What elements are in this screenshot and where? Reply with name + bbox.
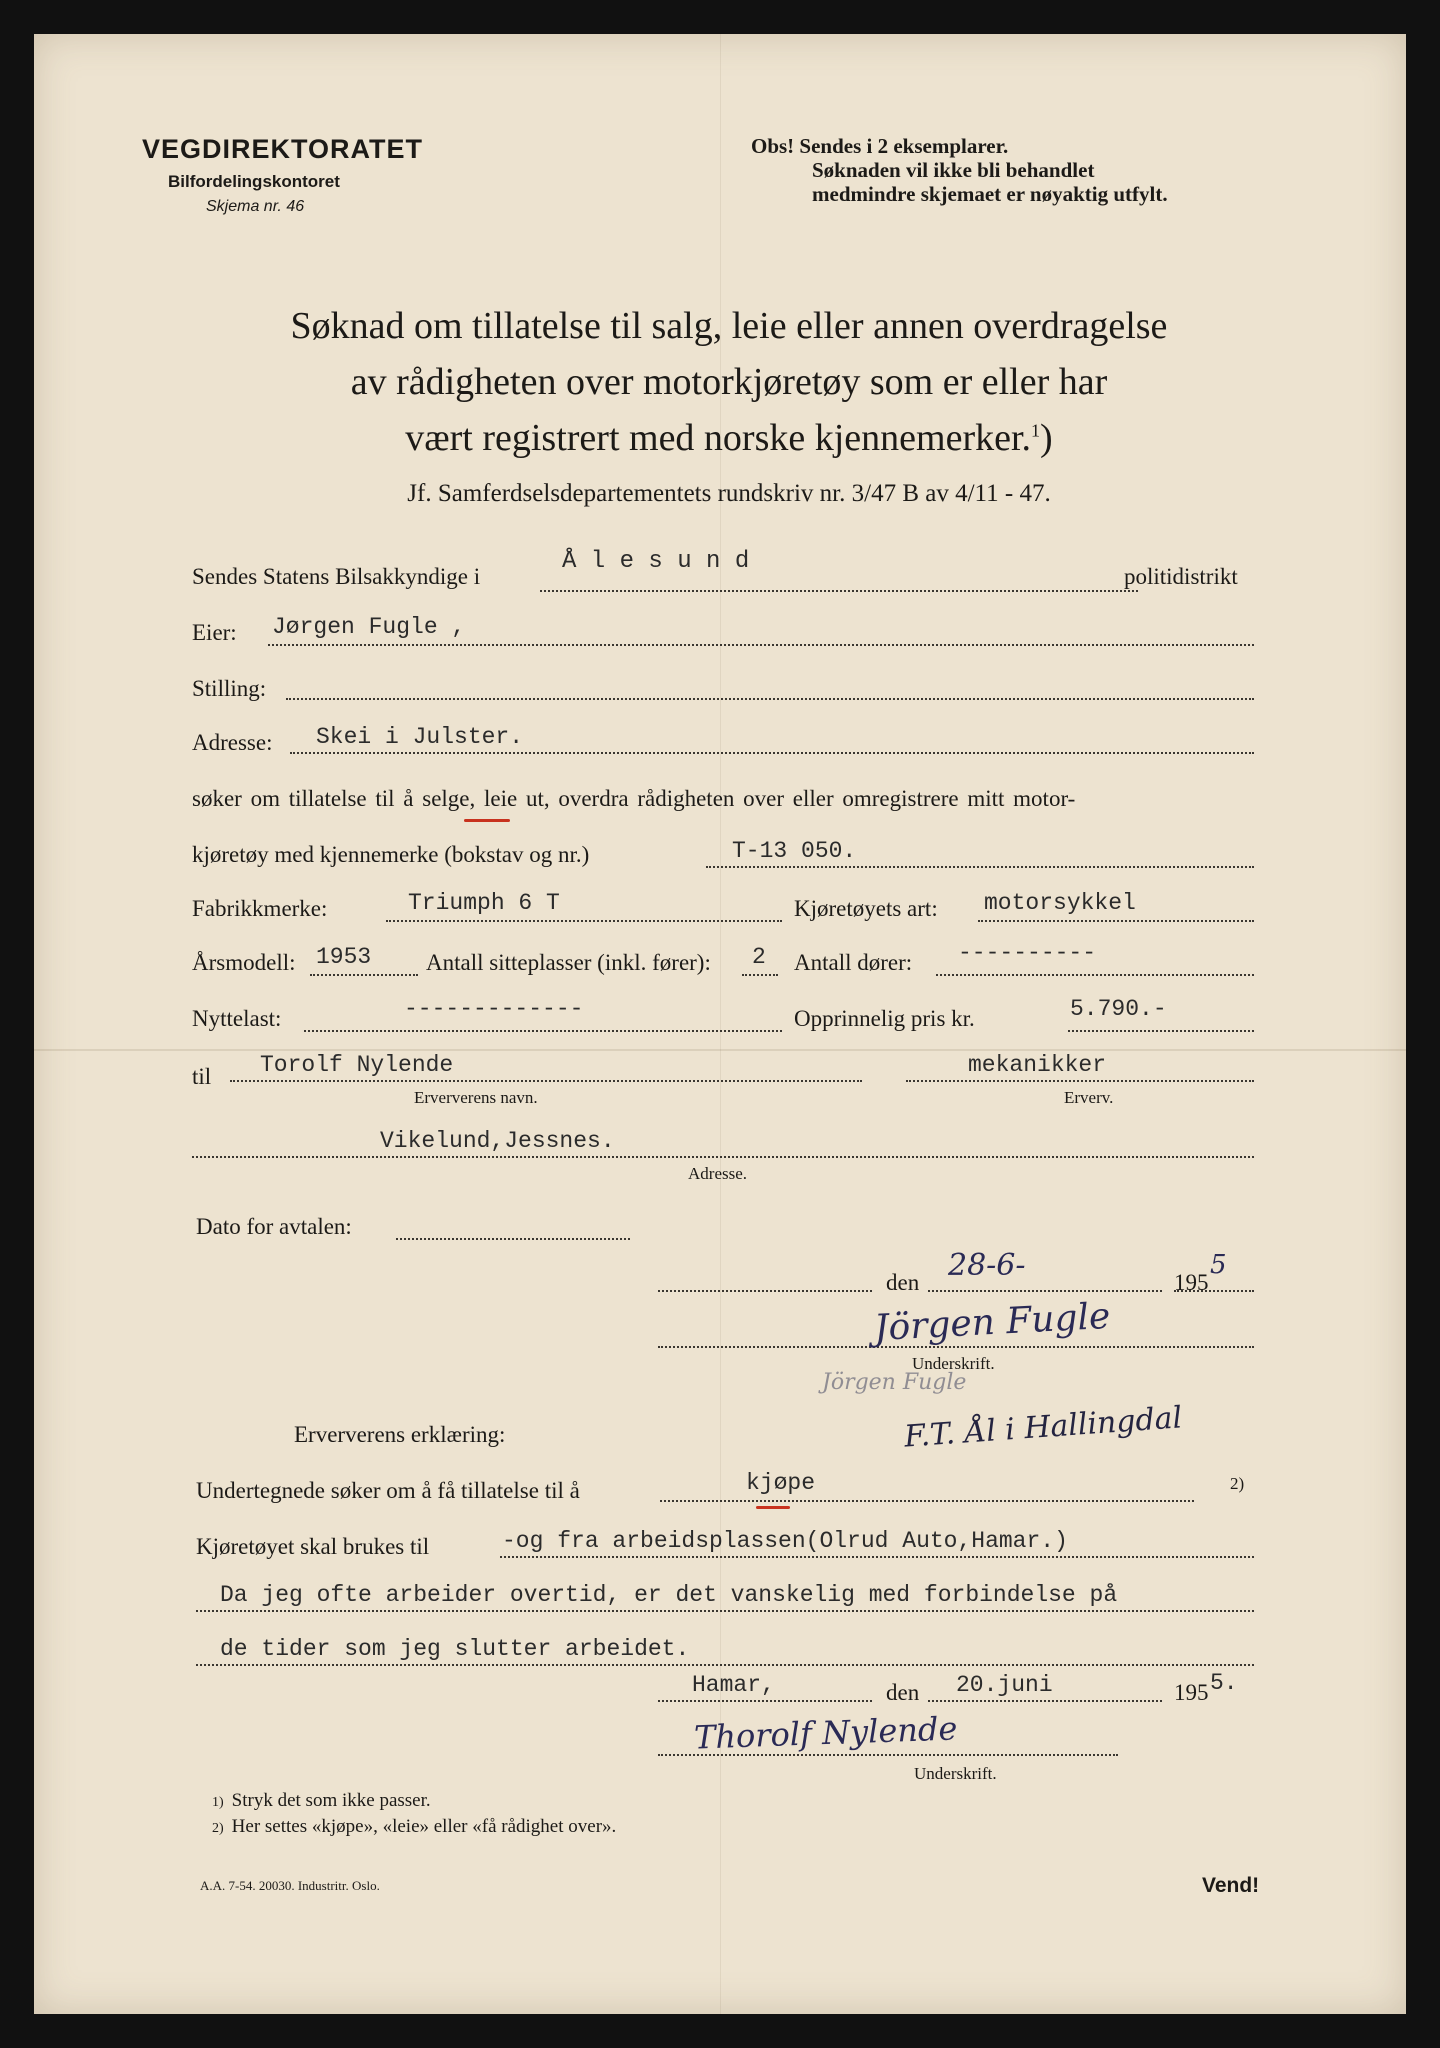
erverver-navn-caption: Erververens navn. (414, 1088, 538, 1107)
footnote-1 (212, 1790, 431, 1812)
brukes-line (500, 1556, 1254, 1558)
year-prefix-2: 195 (1174, 1680, 1209, 1705)
printer-line: A.A. 7-54. 20030. Industritr. Oslo. (200, 1878, 380, 1893)
nyttelast-label: Nyttelast: (192, 1006, 282, 1031)
arsmodell-label: Årsmodell: (192, 950, 296, 975)
handwritten-note: F.T. Ål i Hallingdal (903, 1400, 1184, 1455)
footnote-2-mark: 2) (212, 1821, 224, 1836)
underskrift-1: Underskrift. (912, 1354, 995, 1373)
brukes-value: -og fra arbeidsplassen(Olrud Auto,Hamar.) (502, 1528, 1068, 1554)
date-value-1: 28-6- (948, 1248, 1026, 1283)
declaration-soker-label: Undertegnede søker om å få tillatelse til å (196, 1478, 580, 1503)
place-line-2 (658, 1700, 872, 1702)
arsmodell-line (310, 974, 418, 976)
adresse-line (290, 752, 1254, 754)
signature-1: Jörgen Fugle (873, 1295, 1112, 1350)
footnote-2 (212, 1816, 616, 1838)
pris-value: 5.790.- (1070, 996, 1167, 1022)
signature-2: Thorolf Nylende (693, 1709, 958, 1757)
erverver-adresse-line (192, 1156, 1254, 1158)
fabrikkmerke-line (386, 920, 782, 922)
year-prefix-1: 195 (1174, 1270, 1209, 1295)
year-suffix-1: 5 (1210, 1250, 1227, 1280)
place-line-1 (658, 1290, 872, 1292)
date-line-1 (928, 1290, 1162, 1292)
stilling-label: Stilling: (192, 676, 267, 701)
year-suffix-2: 5. (1210, 1670, 1238, 1696)
declaration-line-3-value: de tider som jeg slutter arbeidet. (220, 1636, 690, 1662)
dato-label: Dato for avtalen: (196, 1214, 352, 1239)
title-line-2: av rådigheten over motorkjøretøy som er eller har (350, 361, 1108, 403)
form-number: Skjema nr. 46 (206, 198, 305, 215)
signature-1b: Jörgen Fugle (822, 1370, 967, 1395)
nyttelast-value: ------------- (404, 996, 584, 1022)
eier-label: Eier: (192, 620, 237, 645)
art-label: Kjøretøyets art: (794, 896, 938, 921)
title-line-1: Søknad om tillatelse til salg, leie eller annen overdragelse (290, 305, 1168, 347)
adresse-label: Adresse: (192, 730, 273, 755)
kjennemerke-value: T-13 050. (732, 838, 857, 864)
eier-value: Jørgen Fugle , (272, 614, 466, 640)
brukes-label: Kjøretøyet skal brukes til (196, 1534, 430, 1559)
den-label-1: den (886, 1270, 920, 1295)
underskrift-2: Underskrift. (914, 1764, 997, 1783)
dorer-value: ---------- (958, 940, 1097, 966)
soker-text: søker om tillatelse til å selge, leie ut, overdra rådigheten over eller omregistrere mitt motor- (192, 786, 1076, 811)
obs-line-1: Obs! Sendes i 2 eksemplarer. (751, 134, 1009, 158)
place-value-2: Hamar, (692, 1672, 775, 1698)
erverv-value: mekanikker (968, 1052, 1107, 1078)
footnote-2-text: Her settes «kjøpe», «leie» eller «få rådighet over». (231, 1816, 617, 1837)
obs-line-3: medmindre skjemaet er nøyaktig utfylt. (812, 182, 1168, 206)
title-footnote-mark: 1 (1031, 420, 1041, 441)
declaration-soker-line (660, 1500, 1194, 1502)
title-line-3-end: ) (1040, 417, 1053, 459)
date-value-2: 20.juni (956, 1672, 1053, 1698)
erverver-navn-value: Torolf Nylende (260, 1052, 454, 1078)
declaration-heading: Erververens erklæring: (294, 1422, 506, 1447)
declaration-line-2-value: Da jeg ofte arbeider overtid, er det vanskelig med forbindelse på (220, 1582, 1118, 1608)
fabrikkmerke-label: Fabrikkmerke: (192, 896, 328, 921)
vend-text: Vend! (1202, 1874, 1260, 1897)
politidistrikt-label: politidistrikt (1124, 564, 1238, 589)
arsmodell-value: 1953 (316, 944, 372, 970)
kjennemerke-label: kjøretøy med kjennemerke (bokstav og nr.) (192, 842, 590, 867)
kjennemerke-line (706, 866, 1254, 868)
fabrikkmerke-value: Triumph 6 T (408, 890, 560, 916)
sendes-line (540, 590, 1138, 592)
org-name: VEGDIREKTORATET (142, 134, 424, 164)
erverv-caption: Erverv. (1064, 1088, 1114, 1107)
signature-line-1 (658, 1346, 1254, 1348)
eier-line (268, 644, 1254, 646)
footnote-1-mark: 1) (212, 1795, 224, 1810)
nyttelast-line (304, 1030, 782, 1032)
pris-line (1068, 1030, 1254, 1032)
dato-line (396, 1238, 630, 1240)
sendes-label: Sendes Statens Bilsakkyndige i (192, 564, 481, 589)
declaration-line-3 (196, 1664, 1254, 1666)
sitteplasser-value: 2 (752, 944, 766, 970)
selge-underline (464, 819, 510, 822)
date-line-2 (928, 1700, 1162, 1702)
dorer-line (936, 974, 1254, 976)
erverver-navn-line (230, 1080, 862, 1082)
declaration-line-2 (196, 1610, 1254, 1612)
title-reference: Jf. Samferdselsdepartementets rundskriv nr. 3/47 B av 4/11 - 47. (407, 480, 1051, 507)
year-line-1 (1174, 1290, 1254, 1292)
footnote-1-text: Stryk det som ikke passer. (231, 1790, 431, 1811)
dorer-label: Antall dører: (794, 950, 913, 975)
office-name: Bilfordelingskontoret (168, 172, 340, 191)
pris-label: Opprinnelig pris kr. (794, 1006, 975, 1031)
erverver-adresse-value: Vikelund,Jessnes. (380, 1128, 615, 1154)
erverv-line (906, 1080, 1254, 1082)
kjope-underline (756, 1506, 790, 1509)
form-paper (34, 34, 1406, 2014)
declaration-footnote-mark: 2) (1230, 1474, 1245, 1493)
art-value: motorsykkel (984, 890, 1136, 916)
sendes-value: Å l e s u n d (562, 548, 750, 575)
adresse-caption: Adresse. (688, 1164, 748, 1183)
til-label: til (192, 1064, 212, 1089)
den-label-2: den (886, 1680, 920, 1705)
declaration-soker-value: kjøpe (746, 1470, 816, 1496)
stilling-line (286, 698, 1254, 700)
title-line-3-text: vært registrert med norske kjennemerker. (405, 417, 1032, 459)
sitteplasser-line (742, 974, 778, 976)
title-line-3 (34, 416, 1394, 460)
obs-line-2: Søknaden vil ikke bli behandlet (812, 158, 1095, 182)
sitteplasser-label: Antall sitteplasser (inkl. fører): (426, 950, 711, 975)
art-line (978, 920, 1254, 922)
adresse-value: Skei i Julster. (316, 724, 524, 750)
